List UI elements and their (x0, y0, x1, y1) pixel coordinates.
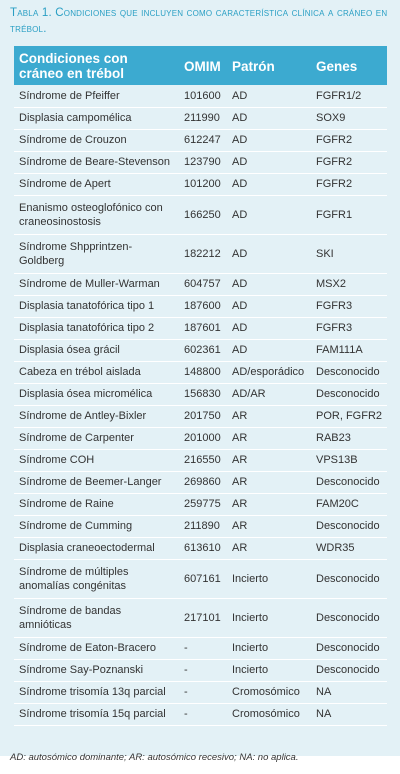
table-row (14, 449, 387, 471)
cell-condition: Síndrome de múltiples anomalías congénitas (14, 559, 179, 598)
cell-condition: Síndrome Shpprintzen-Goldberg (14, 234, 179, 273)
cell-condition: Síndrome de Beemer-Langer (14, 471, 179, 493)
cell-genes: RAB23 (311, 427, 387, 449)
table-row (14, 471, 387, 493)
cell-omim: 166250 (179, 195, 227, 234)
table-row (14, 427, 387, 449)
cell-pattern: AD (227, 85, 311, 107)
cell-omim: 259775 (179, 493, 227, 515)
cell-omim: 148800 (179, 361, 227, 383)
table-footnote: AD: autosómico dominante; AR: autosómico recesivo; NA: no aplica. (10, 752, 299, 763)
cell-pattern: AD (227, 273, 311, 295)
cell-genes: NA (311, 681, 387, 703)
cell-pattern: Incierto (227, 559, 311, 598)
cell-condition: Síndrome de Pfeiffer (14, 85, 179, 107)
cell-genes: POR, FGFR2 (311, 405, 387, 427)
cell-condition: Cabeza en trébol aislada (14, 361, 179, 383)
cell-pattern: Incierto (227, 637, 311, 659)
table-row (14, 515, 387, 537)
table-row (14, 295, 387, 317)
cell-genes: Desconocido (311, 559, 387, 598)
cell-pattern: AD/esporádico (227, 361, 311, 383)
table-row (14, 195, 387, 234)
cell-condition: Displasia craneoectodermal (14, 537, 179, 559)
cell-genes: FGFR2 (311, 129, 387, 151)
table-row (14, 129, 387, 151)
table-row (14, 681, 387, 703)
cell-omim: 201000 (179, 427, 227, 449)
cell-omim: 187601 (179, 317, 227, 339)
cell-pattern: AR (227, 405, 311, 427)
cell-omim: - (179, 637, 227, 659)
table-row (14, 637, 387, 659)
cell-pattern: AD (227, 151, 311, 173)
cell-omim: - (179, 681, 227, 703)
table-row (14, 107, 387, 129)
cell-omim: 182212 (179, 234, 227, 273)
cell-genes: FGFR2 (311, 151, 387, 173)
table-row (14, 234, 387, 273)
cell-pattern: Incierto (227, 659, 311, 681)
cell-genes: Desconocido (311, 637, 387, 659)
table-row (14, 405, 387, 427)
cell-omim: 156830 (179, 383, 227, 405)
cell-omim: 187600 (179, 295, 227, 317)
cell-genes: FGFR3 (311, 317, 387, 339)
table-body (14, 85, 387, 725)
cell-genes: FAM20C (311, 493, 387, 515)
cell-condition: Síndrome de bandas amnióticas (14, 598, 179, 637)
cell-genes: SOX9 (311, 107, 387, 129)
cell-pattern: AD (227, 129, 311, 151)
cell-genes: SKI (311, 234, 387, 273)
cell-pattern: AR (227, 515, 311, 537)
table-row (14, 703, 387, 725)
cell-omim: 269860 (179, 471, 227, 493)
header-omim: OMIM (179, 46, 227, 85)
cell-omim: 123790 (179, 151, 227, 173)
cell-omim: - (179, 703, 227, 725)
conditions-table (14, 46, 387, 726)
cell-condition: Displasia tanatofórica tipo 2 (14, 317, 179, 339)
cell-genes: Desconocido (311, 361, 387, 383)
cell-omim: 101600 (179, 85, 227, 107)
cell-pattern: AR (227, 427, 311, 449)
table-row (14, 598, 387, 637)
cell-genes: Desconocido (311, 515, 387, 537)
cell-pattern: AD/AR (227, 383, 311, 405)
cell-condition: Síndrome de Crouzon (14, 129, 179, 151)
cell-condition: Síndrome de Antley-Bixler (14, 405, 179, 427)
cell-genes: NA (311, 703, 387, 725)
cell-omim: 604757 (179, 273, 227, 295)
cell-pattern: AR (227, 537, 311, 559)
table-row (14, 273, 387, 295)
table-row (14, 317, 387, 339)
cell-condition: Síndrome Say-Poznanski (14, 659, 179, 681)
cell-pattern: AR (227, 493, 311, 515)
table-row (14, 339, 387, 361)
table-row (14, 493, 387, 515)
cell-omim: 217101 (179, 598, 227, 637)
cell-omim: 101200 (179, 173, 227, 195)
cell-pattern: Cromosómico (227, 703, 311, 725)
cell-genes: Desconocido (311, 471, 387, 493)
cell-genes: VPS13B (311, 449, 387, 471)
cell-condition: Síndrome trisomía 15q parcial (14, 703, 179, 725)
header-condition: Condiciones con cráneo en trébol (14, 46, 179, 85)
cell-condition: Síndrome de Muller-Warman (14, 273, 179, 295)
cell-pattern: Cromosómico (227, 681, 311, 703)
cell-pattern: AD (227, 339, 311, 361)
table-row (14, 559, 387, 598)
cell-condition: Síndrome trisomía 13q parcial (14, 681, 179, 703)
cell-omim: 201750 (179, 405, 227, 427)
table-header-row (14, 46, 387, 85)
cell-genes: FAM111A (311, 339, 387, 361)
cell-condition: Síndrome de Raine (14, 493, 179, 515)
cell-condition: Síndrome COH (14, 449, 179, 471)
cell-genes: Desconocido (311, 659, 387, 681)
cell-pattern: AD (227, 195, 311, 234)
cell-omim: 613610 (179, 537, 227, 559)
table-caption: Tabla 1. Condiciones que incluyen como característica clínica a cráneo en trébol. (10, 7, 388, 35)
cell-pattern: AD (227, 107, 311, 129)
cell-genes: FGFR1 (311, 195, 387, 234)
table-row (14, 173, 387, 195)
cell-genes: MSX2 (311, 273, 387, 295)
table-row (14, 537, 387, 559)
cell-condition: Displasia ósea micromélica (14, 383, 179, 405)
cell-genes: FGFR2 (311, 173, 387, 195)
table-row (14, 85, 387, 107)
cell-condition: Displasia ósea grácil (14, 339, 179, 361)
cell-condition: Síndrome de Apert (14, 173, 179, 195)
table-row (14, 383, 387, 405)
cell-condition: Síndrome de Cumming (14, 515, 179, 537)
cell-condition: Síndrome de Eaton-Bracero (14, 637, 179, 659)
cell-pattern: AD (227, 317, 311, 339)
cell-condition: Síndrome de Carpenter (14, 427, 179, 449)
cell-omim: 602361 (179, 339, 227, 361)
table-row (14, 659, 387, 681)
cell-pattern: AR (227, 471, 311, 493)
cell-omim: 211890 (179, 515, 227, 537)
cell-condition: Enanismo osteoglofónico con craneosinostosis (14, 195, 179, 234)
cell-pattern: AD (227, 173, 311, 195)
cell-omim: 607161 (179, 559, 227, 598)
table-row (14, 361, 387, 383)
cell-pattern: AR (227, 449, 311, 471)
header-genes: Genes (311, 46, 387, 85)
cell-genes: Desconocido (311, 598, 387, 637)
cell-genes: WDR35 (311, 537, 387, 559)
cell-pattern: AD (227, 234, 311, 273)
cell-condition: Síndrome de Beare-Stevenson (14, 151, 179, 173)
header-pattern: Patrón (227, 46, 311, 85)
table-row (14, 151, 387, 173)
cell-omim: 211990 (179, 107, 227, 129)
cell-condition: Displasia tanatofórica tipo 1 (14, 295, 179, 317)
cell-genes: FGFR1/2 (311, 85, 387, 107)
cell-genes: FGFR3 (311, 295, 387, 317)
cell-omim: 216550 (179, 449, 227, 471)
cell-pattern: AD (227, 295, 311, 317)
cell-genes: Desconocido (311, 383, 387, 405)
cell-condition: Displasia campomélica (14, 107, 179, 129)
cell-omim: 612247 (179, 129, 227, 151)
cell-omim: - (179, 659, 227, 681)
cell-pattern: Incierto (227, 598, 311, 637)
